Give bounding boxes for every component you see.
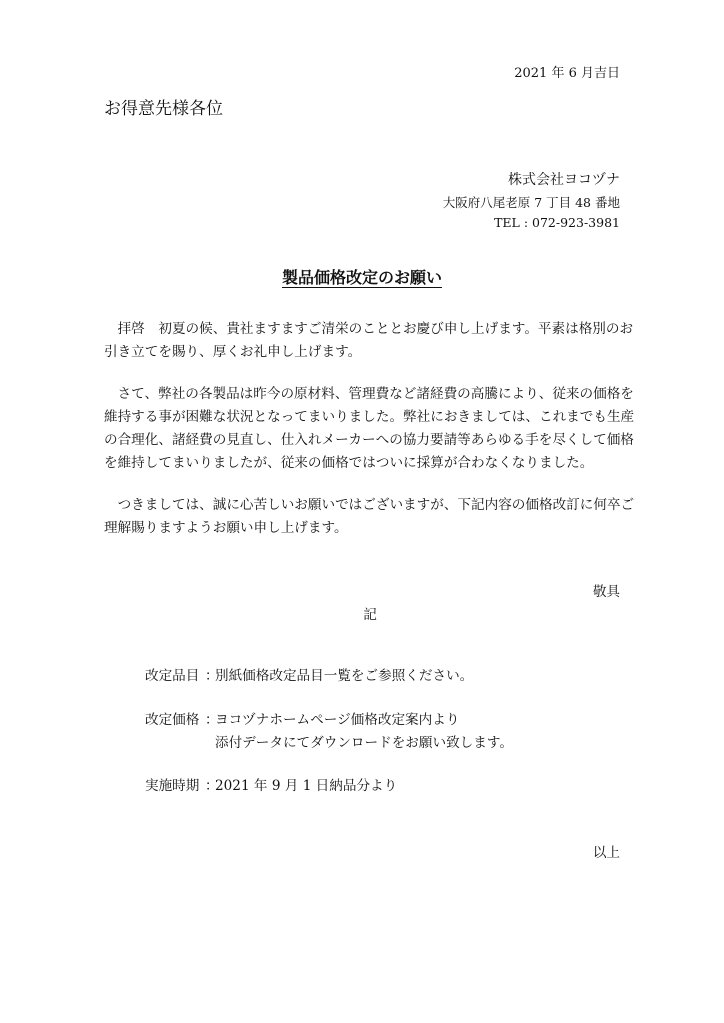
sender-tel: TEL : 072-923-3981	[494, 215, 620, 230]
item-label: 改定価格	[145, 712, 200, 728]
paragraph-request	[104, 494, 635, 540]
paragraph-line: つきましては、誠に心苦しいお願いではございますが、下記内容の価格改訂に何卒ご	[104, 497, 635, 513]
recipient: お得意先様各位	[104, 99, 223, 119]
paragraph-line: 拝啓 初夏の候、貴社ますますご清栄のこととお慶び申し上げます。平素は格別のお	[104, 321, 634, 337]
paragraph-line: 維持する事が困難な状況となってまいりました。弊社におきましては、これまでも生産	[104, 409, 635, 425]
paragraph-line: を維持してまいりましたが、従来の価格ではついに採算が合わなくなりました。	[104, 455, 594, 471]
item-effective-date	[145, 775, 397, 798]
item-separator: ：	[205, 668, 219, 684]
letter-title-text: 製品価格改定のお願い	[281, 268, 442, 287]
end-ijo: 以上	[592, 845, 620, 861]
letter-title	[0, 265, 724, 288]
ki-heading: 記	[363, 607, 377, 623]
item-separator: ：	[205, 778, 219, 794]
item-separator: ：	[205, 712, 219, 728]
paragraph-line: 理解賜りますようお願い申し上げます。	[104, 520, 348, 536]
letter-date: 2021 年 6 月吉日	[514, 66, 620, 81]
item-revised-products	[145, 665, 473, 688]
paragraph-line: さて、弊社の各製品は昨今の原材料、管理費など諸経費の高騰により、従来の価格を	[104, 386, 634, 402]
item-label: 実施時期	[145, 778, 200, 794]
paragraph-greeting	[104, 318, 634, 364]
item-value: ヨコヅナホームページ価格改定案内より	[215, 712, 460, 728]
sender-address: 大阪府八尾老原 7 丁目 48 番地	[442, 195, 620, 210]
paragraph-reason	[104, 383, 635, 475]
item-value: 2021 年 9 月 1 日納品分より	[215, 778, 398, 794]
closing-keigu: 敬具	[592, 584, 620, 600]
item-label: 改定品目	[145, 668, 200, 684]
item-revised-price	[145, 709, 513, 755]
item-value: 別紙価格改定品目一覧をご参照ください。	[215, 668, 474, 684]
paragraph-line: の合理化、諸経費の見直し、仕入れメーカーへの協力要請等あらゆる手を尽くして価格	[104, 432, 634, 448]
sender-company: 株式会社ヨコヅナ	[508, 172, 620, 188]
paragraph-line: 引き立てを賜り、厚くお礼申し上げます。	[104, 344, 362, 360]
item-value-continued: 添付データにてダウンロードをお願い致します。	[215, 735, 513, 751]
